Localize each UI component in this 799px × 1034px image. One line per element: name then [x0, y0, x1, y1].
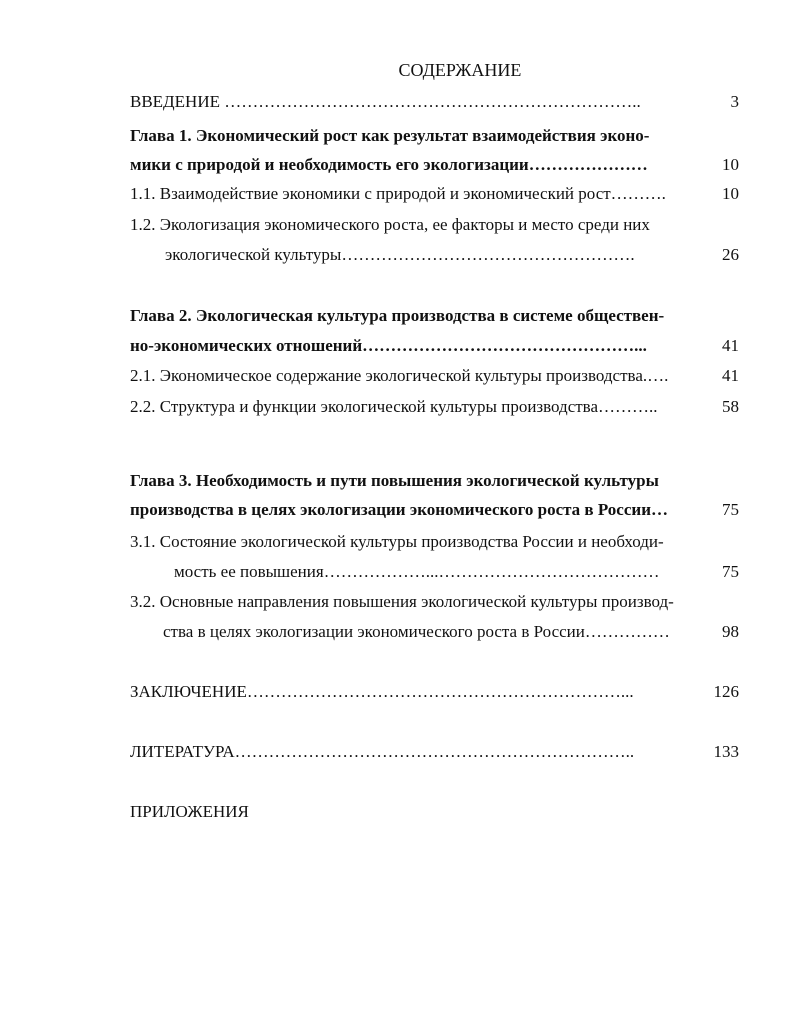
toc-entry-text: 3.1. Состояние экологической культуры производства России и необходи- [130, 532, 664, 551]
toc-entry-text: 1.2. Экологизация экономического роста, ее факторы и место среди них [130, 215, 650, 234]
toc-title: СОДЕРЖАНИЕ [398, 60, 522, 80]
toc-entry-text: мость ее повышения………………...………………………………… [174, 562, 660, 581]
toc-entry-text: мики с природой и необходимость его экологизации………………… [130, 155, 648, 174]
toc-page-number: 133 [713, 742, 739, 761]
toc-entry-text: ПРИЛОЖЕНИЯ [130, 802, 249, 821]
toc-page-number: 10 [722, 155, 739, 174]
toc-entry-text: ЛИТЕРАТУРА…………………………………………………………….. [130, 742, 635, 761]
toc-entry-text: Глава 1. Экономический рост как результат взаимодействия эконо- [130, 126, 650, 145]
toc-entry-text: 2.2. Структура и функции экологической культуры производства……….. [130, 397, 658, 416]
toc-entry-text: 3.2. Основные направления повышения экологической культуры производ- [130, 592, 674, 611]
toc-page-number: 75 [722, 500, 739, 519]
toc-entry-text: 2.1. Экономическое содержание экологической культуры производства.…. [130, 366, 669, 385]
toc-page-number: 58 [722, 397, 739, 416]
toc-page-number: 3 [730, 92, 739, 111]
toc-page-number: 98 [722, 622, 739, 641]
toc-page-number: 10 [722, 184, 739, 203]
toc-entry-text: Глава 2. Экологическая культура производства в системе обществен- [130, 306, 665, 325]
toc-page-number: 126 [713, 682, 739, 701]
toc-entry-text: ЗАКЛЮЧЕНИЕ…………………………………………………………... [130, 682, 634, 701]
toc-page-number: 41 [722, 366, 739, 385]
toc-entry-text: 1.1. Взаимодействие экономики с природой и экономический рост………. [130, 184, 666, 203]
toc-entry-text: но-экономических отношений…………………………………………... [130, 336, 647, 355]
toc-page-number: 75 [722, 562, 739, 581]
toc-entry-text: Глава 3. Необходимость и пути повышения экологической культуры [130, 471, 659, 490]
toc-page-number: 26 [722, 245, 739, 264]
toc-page-number: 41 [722, 336, 739, 355]
toc-entry-text: экологической культуры……………………………………………. [165, 245, 635, 264]
toc-entry-text: ВВЕДЕНИЕ ……………………………………………………………….. [130, 92, 641, 111]
toc-entry-text: ства в целях экологизации экономического роста в России…………… [163, 622, 670, 641]
toc-entry-text: производства в целях экологизации экономического роста в России… [130, 500, 668, 519]
